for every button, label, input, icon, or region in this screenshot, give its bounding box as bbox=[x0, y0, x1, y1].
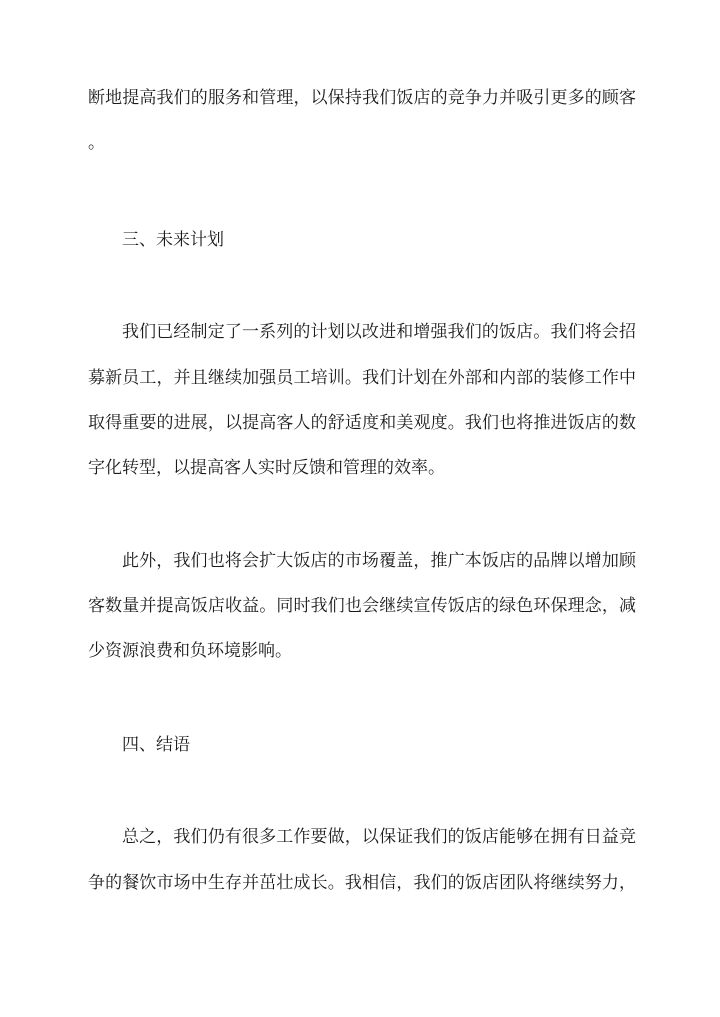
paragraph-line: 我们已经制定了一系列的计划以改进和增强我们的饭店。我们将会招 bbox=[122, 322, 636, 342]
paragraph-line: 争的餐饮市场中生存并茁壮成长。我相信，我们的饭店团队将继续努力， bbox=[88, 873, 636, 893]
paragraph-line: 客数量并提高饭店收益。同时我们也会继续宣传饭店的绿色环保理念，减 bbox=[88, 596, 636, 616]
paragraph-line: 此外，我们也将会扩大饭店的市场覆盖，推广本饭店的品牌以增加顾 bbox=[122, 551, 636, 571]
paragraph-line: 募新员工，并且继续加强员工培训。我们计划在外部和内部的装修工作中 bbox=[88, 368, 636, 388]
paragraph-line: 。 bbox=[88, 133, 105, 153]
section-heading-future-plan: 三、未来计划 bbox=[122, 230, 224, 250]
section-heading-conclusion: 四、结语 bbox=[122, 735, 190, 755]
paragraph-line: 总之，我们仍有很多工作要做，以保证我们的饭店能够在拥有日益竞 bbox=[122, 827, 636, 847]
paragraph-line: 少资源浪费和负环境影响。 bbox=[88, 641, 292, 661]
paragraph-line: 字化转型，以提高客人实时反馈和管理的效率。 bbox=[88, 458, 445, 478]
paragraph-line: 取得重要的进展，以提高客人的舒适度和美观度。我们也将推进饭店的数 bbox=[88, 413, 636, 433]
paragraph-line: 断地提高我们的服务和管理，以保持我们饭店的竞争力并吸引更多的顾客 bbox=[88, 88, 636, 108]
